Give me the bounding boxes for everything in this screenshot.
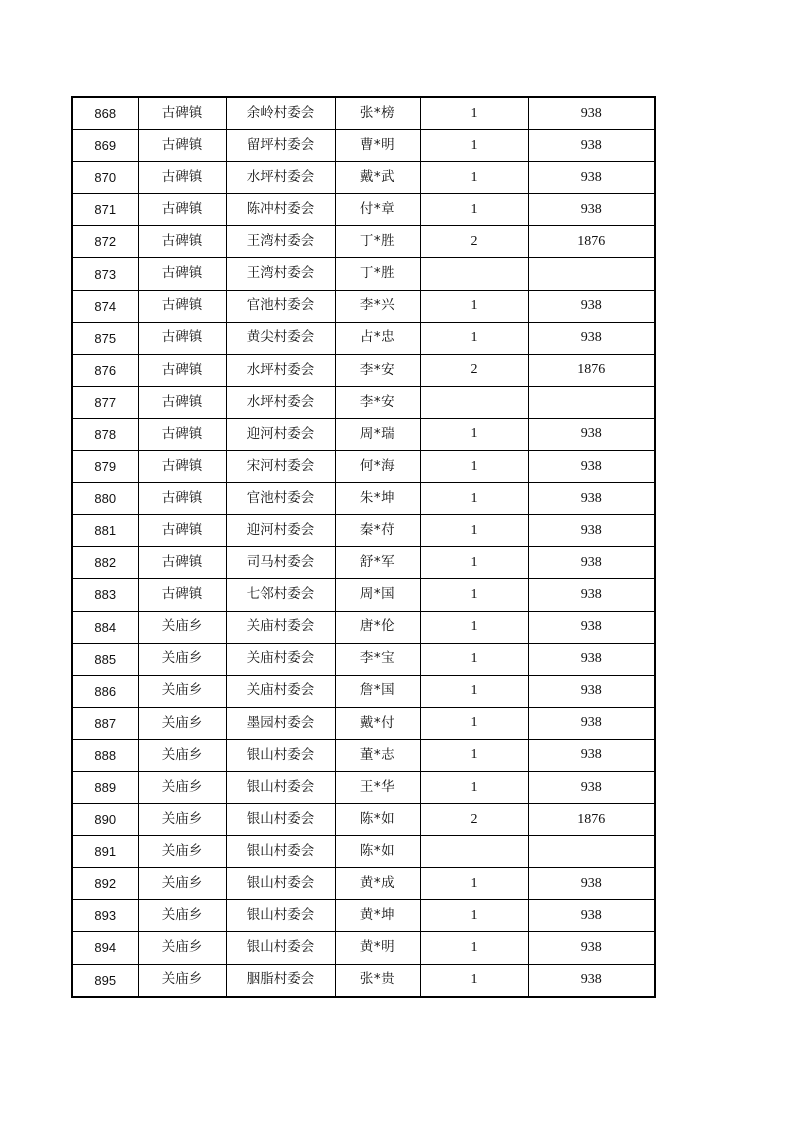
town-cell: 古碑镇 bbox=[138, 386, 226, 418]
village-cell: 王湾村委会 bbox=[226, 226, 335, 258]
town-cell: 关庙乡 bbox=[138, 804, 226, 836]
village-cell: 银山村委会 bbox=[226, 804, 335, 836]
count-cell: 1 bbox=[420, 675, 528, 707]
count-cell: 2 bbox=[420, 804, 528, 836]
village-cell: 王湾村委会 bbox=[226, 258, 335, 290]
name-cell: 董*志 bbox=[335, 739, 420, 771]
village-cell: 胭脂村委会 bbox=[226, 964, 335, 997]
town-cell: 关庙乡 bbox=[138, 964, 226, 997]
table-row bbox=[72, 162, 655, 194]
town-cell: 关庙乡 bbox=[138, 868, 226, 900]
village-cell: 司马村委会 bbox=[226, 547, 335, 579]
name-cell: 黄*成 bbox=[335, 868, 420, 900]
name-cell: 周*瑞 bbox=[335, 418, 420, 450]
table-row bbox=[72, 932, 655, 964]
town-cell: 古碑镇 bbox=[138, 258, 226, 290]
count-cell: 1 bbox=[420, 611, 528, 643]
village-cell: 迎河村委会 bbox=[226, 515, 335, 547]
row-number-cell: 877 bbox=[72, 386, 138, 418]
count-cell: 1 bbox=[420, 707, 528, 739]
amount-cell: 938 bbox=[528, 97, 655, 130]
row-number-cell: 882 bbox=[72, 547, 138, 579]
town-cell: 古碑镇 bbox=[138, 451, 226, 483]
village-cell: 迎河村委会 bbox=[226, 418, 335, 450]
amount-cell: 938 bbox=[528, 900, 655, 932]
town-cell: 古碑镇 bbox=[138, 547, 226, 579]
amount-cell: 938 bbox=[528, 707, 655, 739]
count-cell: 1 bbox=[420, 900, 528, 932]
amount-cell bbox=[528, 836, 655, 868]
town-cell: 关庙乡 bbox=[138, 611, 226, 643]
table-row bbox=[72, 964, 655, 997]
amount-cell: 1876 bbox=[528, 354, 655, 386]
name-cell: 张*贵 bbox=[335, 964, 420, 997]
count-cell: 1 bbox=[420, 547, 528, 579]
table-row bbox=[72, 900, 655, 932]
row-number-cell: 868 bbox=[72, 97, 138, 130]
name-cell: 占*忠 bbox=[335, 322, 420, 354]
name-cell: 付*章 bbox=[335, 194, 420, 226]
amount-cell: 1876 bbox=[528, 226, 655, 258]
name-cell: 张*榜 bbox=[335, 97, 420, 130]
village-cell: 水坪村委会 bbox=[226, 386, 335, 418]
town-cell: 古碑镇 bbox=[138, 130, 226, 162]
table-row bbox=[72, 771, 655, 803]
name-cell: 丁*胜 bbox=[335, 258, 420, 290]
table-row bbox=[72, 643, 655, 675]
town-cell: 古碑镇 bbox=[138, 322, 226, 354]
town-cell: 关庙乡 bbox=[138, 739, 226, 771]
row-number-cell: 883 bbox=[72, 579, 138, 611]
town-cell: 古碑镇 bbox=[138, 483, 226, 515]
amount-cell bbox=[528, 258, 655, 290]
table-row bbox=[72, 418, 655, 450]
count-cell: 1 bbox=[420, 418, 528, 450]
name-cell: 何*海 bbox=[335, 451, 420, 483]
amount-cell: 938 bbox=[528, 579, 655, 611]
amount-cell: 938 bbox=[528, 611, 655, 643]
row-number-cell: 884 bbox=[72, 611, 138, 643]
count-cell: 1 bbox=[420, 771, 528, 803]
amount-cell: 938 bbox=[528, 932, 655, 964]
table-row bbox=[72, 130, 655, 162]
town-cell: 古碑镇 bbox=[138, 354, 226, 386]
amount-cell: 938 bbox=[528, 130, 655, 162]
row-number-cell: 869 bbox=[72, 130, 138, 162]
amount-cell: 938 bbox=[528, 483, 655, 515]
village-cell: 黄尖村委会 bbox=[226, 322, 335, 354]
row-number-cell: 876 bbox=[72, 354, 138, 386]
count-cell: 1 bbox=[420, 868, 528, 900]
name-cell: 陈*如 bbox=[335, 804, 420, 836]
table-row bbox=[72, 515, 655, 547]
amount-cell: 938 bbox=[528, 675, 655, 707]
name-cell: 周*国 bbox=[335, 579, 420, 611]
count-cell: 1 bbox=[420, 130, 528, 162]
table-row bbox=[72, 194, 655, 226]
count-cell: 1 bbox=[420, 97, 528, 130]
row-number-cell: 895 bbox=[72, 964, 138, 997]
table-row bbox=[72, 226, 655, 258]
count-cell: 1 bbox=[420, 579, 528, 611]
village-cell: 银山村委会 bbox=[226, 836, 335, 868]
village-cell: 留坪村委会 bbox=[226, 130, 335, 162]
amount-cell: 938 bbox=[528, 868, 655, 900]
row-number-cell: 889 bbox=[72, 771, 138, 803]
table-row bbox=[72, 836, 655, 868]
count-cell: 1 bbox=[420, 194, 528, 226]
count-cell: 1 bbox=[420, 162, 528, 194]
town-cell: 关庙乡 bbox=[138, 836, 226, 868]
amount-cell bbox=[528, 386, 655, 418]
town-cell: 古碑镇 bbox=[138, 515, 226, 547]
village-cell: 墨园村委会 bbox=[226, 707, 335, 739]
amount-cell: 938 bbox=[528, 547, 655, 579]
amount-cell: 938 bbox=[528, 194, 655, 226]
amount-cell: 938 bbox=[528, 290, 655, 322]
count-cell: 1 bbox=[420, 483, 528, 515]
row-number-cell: 880 bbox=[72, 483, 138, 515]
town-cell: 古碑镇 bbox=[138, 97, 226, 130]
village-cell: 七邻村委会 bbox=[226, 579, 335, 611]
name-cell: 曹*明 bbox=[335, 130, 420, 162]
amount-cell: 938 bbox=[528, 322, 655, 354]
row-number-cell: 874 bbox=[72, 290, 138, 322]
amount-cell: 938 bbox=[528, 739, 655, 771]
table-row bbox=[72, 611, 655, 643]
amount-cell: 938 bbox=[528, 643, 655, 675]
count-cell bbox=[420, 836, 528, 868]
table-row bbox=[72, 290, 655, 322]
table-row bbox=[72, 386, 655, 418]
name-cell: 李*安 bbox=[335, 354, 420, 386]
name-cell: 戴*武 bbox=[335, 162, 420, 194]
town-cell: 关庙乡 bbox=[138, 707, 226, 739]
table-row bbox=[72, 707, 655, 739]
village-cell: 水坪村委会 bbox=[226, 162, 335, 194]
table-row bbox=[72, 258, 655, 290]
name-cell: 黄*坤 bbox=[335, 900, 420, 932]
amount-cell: 1876 bbox=[528, 804, 655, 836]
count-cell: 2 bbox=[420, 354, 528, 386]
count-cell: 1 bbox=[420, 322, 528, 354]
amount-cell: 938 bbox=[528, 451, 655, 483]
table-row bbox=[72, 451, 655, 483]
town-cell: 古碑镇 bbox=[138, 418, 226, 450]
count-cell: 1 bbox=[420, 739, 528, 771]
village-cell: 银山村委会 bbox=[226, 771, 335, 803]
count-cell: 1 bbox=[420, 515, 528, 547]
row-number-cell: 888 bbox=[72, 739, 138, 771]
table-row bbox=[72, 739, 655, 771]
village-cell: 银山村委会 bbox=[226, 739, 335, 771]
amount-cell: 938 bbox=[528, 771, 655, 803]
row-number-cell: 891 bbox=[72, 836, 138, 868]
table-row bbox=[72, 547, 655, 579]
town-cell: 关庙乡 bbox=[138, 771, 226, 803]
name-cell: 戴*付 bbox=[335, 707, 420, 739]
town-cell: 关庙乡 bbox=[138, 932, 226, 964]
name-cell: 陈*如 bbox=[335, 836, 420, 868]
row-number-cell: 885 bbox=[72, 643, 138, 675]
row-number-cell: 875 bbox=[72, 322, 138, 354]
village-cell: 关庙村委会 bbox=[226, 611, 335, 643]
row-number-cell: 872 bbox=[72, 226, 138, 258]
village-cell: 水坪村委会 bbox=[226, 354, 335, 386]
table-row bbox=[72, 483, 655, 515]
row-number-cell: 879 bbox=[72, 451, 138, 483]
count-cell: 1 bbox=[420, 290, 528, 322]
name-cell: 唐*伦 bbox=[335, 611, 420, 643]
count-cell: 1 bbox=[420, 451, 528, 483]
row-number-cell: 870 bbox=[72, 162, 138, 194]
row-number-cell: 878 bbox=[72, 418, 138, 450]
village-cell: 关庙村委会 bbox=[226, 643, 335, 675]
table-row bbox=[72, 322, 655, 354]
data-table bbox=[71, 96, 656, 998]
name-cell: 李*宝 bbox=[335, 643, 420, 675]
row-number-cell: 890 bbox=[72, 804, 138, 836]
village-cell: 官池村委会 bbox=[226, 483, 335, 515]
table-row bbox=[72, 97, 655, 130]
town-cell: 关庙乡 bbox=[138, 900, 226, 932]
table-row bbox=[72, 804, 655, 836]
village-cell: 陈冲村委会 bbox=[226, 194, 335, 226]
count-cell: 1 bbox=[420, 643, 528, 675]
town-cell: 古碑镇 bbox=[138, 290, 226, 322]
count-cell: 1 bbox=[420, 964, 528, 997]
town-cell: 古碑镇 bbox=[138, 194, 226, 226]
name-cell: 黄*明 bbox=[335, 932, 420, 964]
row-number-cell: 887 bbox=[72, 707, 138, 739]
table-body bbox=[72, 97, 655, 997]
table-row bbox=[72, 868, 655, 900]
name-cell: 朱*坤 bbox=[335, 483, 420, 515]
village-cell: 宋河村委会 bbox=[226, 451, 335, 483]
row-number-cell: 892 bbox=[72, 868, 138, 900]
table-row bbox=[72, 354, 655, 386]
row-number-cell: 886 bbox=[72, 675, 138, 707]
name-cell: 李*安 bbox=[335, 386, 420, 418]
row-number-cell: 873 bbox=[72, 258, 138, 290]
count-cell bbox=[420, 386, 528, 418]
name-cell: 丁*胜 bbox=[335, 226, 420, 258]
village-cell: 银山村委会 bbox=[226, 932, 335, 964]
count-cell: 1 bbox=[420, 932, 528, 964]
town-cell: 关庙乡 bbox=[138, 643, 226, 675]
village-cell: 关庙村委会 bbox=[226, 675, 335, 707]
amount-cell: 938 bbox=[528, 162, 655, 194]
village-cell: 余岭村委会 bbox=[226, 97, 335, 130]
name-cell: 詹*国 bbox=[335, 675, 420, 707]
town-cell: 古碑镇 bbox=[138, 226, 226, 258]
name-cell: 舒*军 bbox=[335, 547, 420, 579]
table-row bbox=[72, 675, 655, 707]
row-number-cell: 894 bbox=[72, 932, 138, 964]
row-number-cell: 881 bbox=[72, 515, 138, 547]
name-cell: 王*华 bbox=[335, 771, 420, 803]
amount-cell: 938 bbox=[528, 515, 655, 547]
town-cell: 古碑镇 bbox=[138, 579, 226, 611]
name-cell: 秦*苻 bbox=[335, 515, 420, 547]
count-cell: 2 bbox=[420, 226, 528, 258]
table-row bbox=[72, 579, 655, 611]
count-cell bbox=[420, 258, 528, 290]
village-cell: 银山村委会 bbox=[226, 868, 335, 900]
town-cell: 关庙乡 bbox=[138, 675, 226, 707]
amount-cell: 938 bbox=[528, 964, 655, 997]
row-number-cell: 893 bbox=[72, 900, 138, 932]
village-cell: 官池村委会 bbox=[226, 290, 335, 322]
amount-cell: 938 bbox=[528, 418, 655, 450]
name-cell: 李*兴 bbox=[335, 290, 420, 322]
town-cell: 古碑镇 bbox=[138, 162, 226, 194]
row-number-cell: 871 bbox=[72, 194, 138, 226]
village-cell: 银山村委会 bbox=[226, 900, 335, 932]
